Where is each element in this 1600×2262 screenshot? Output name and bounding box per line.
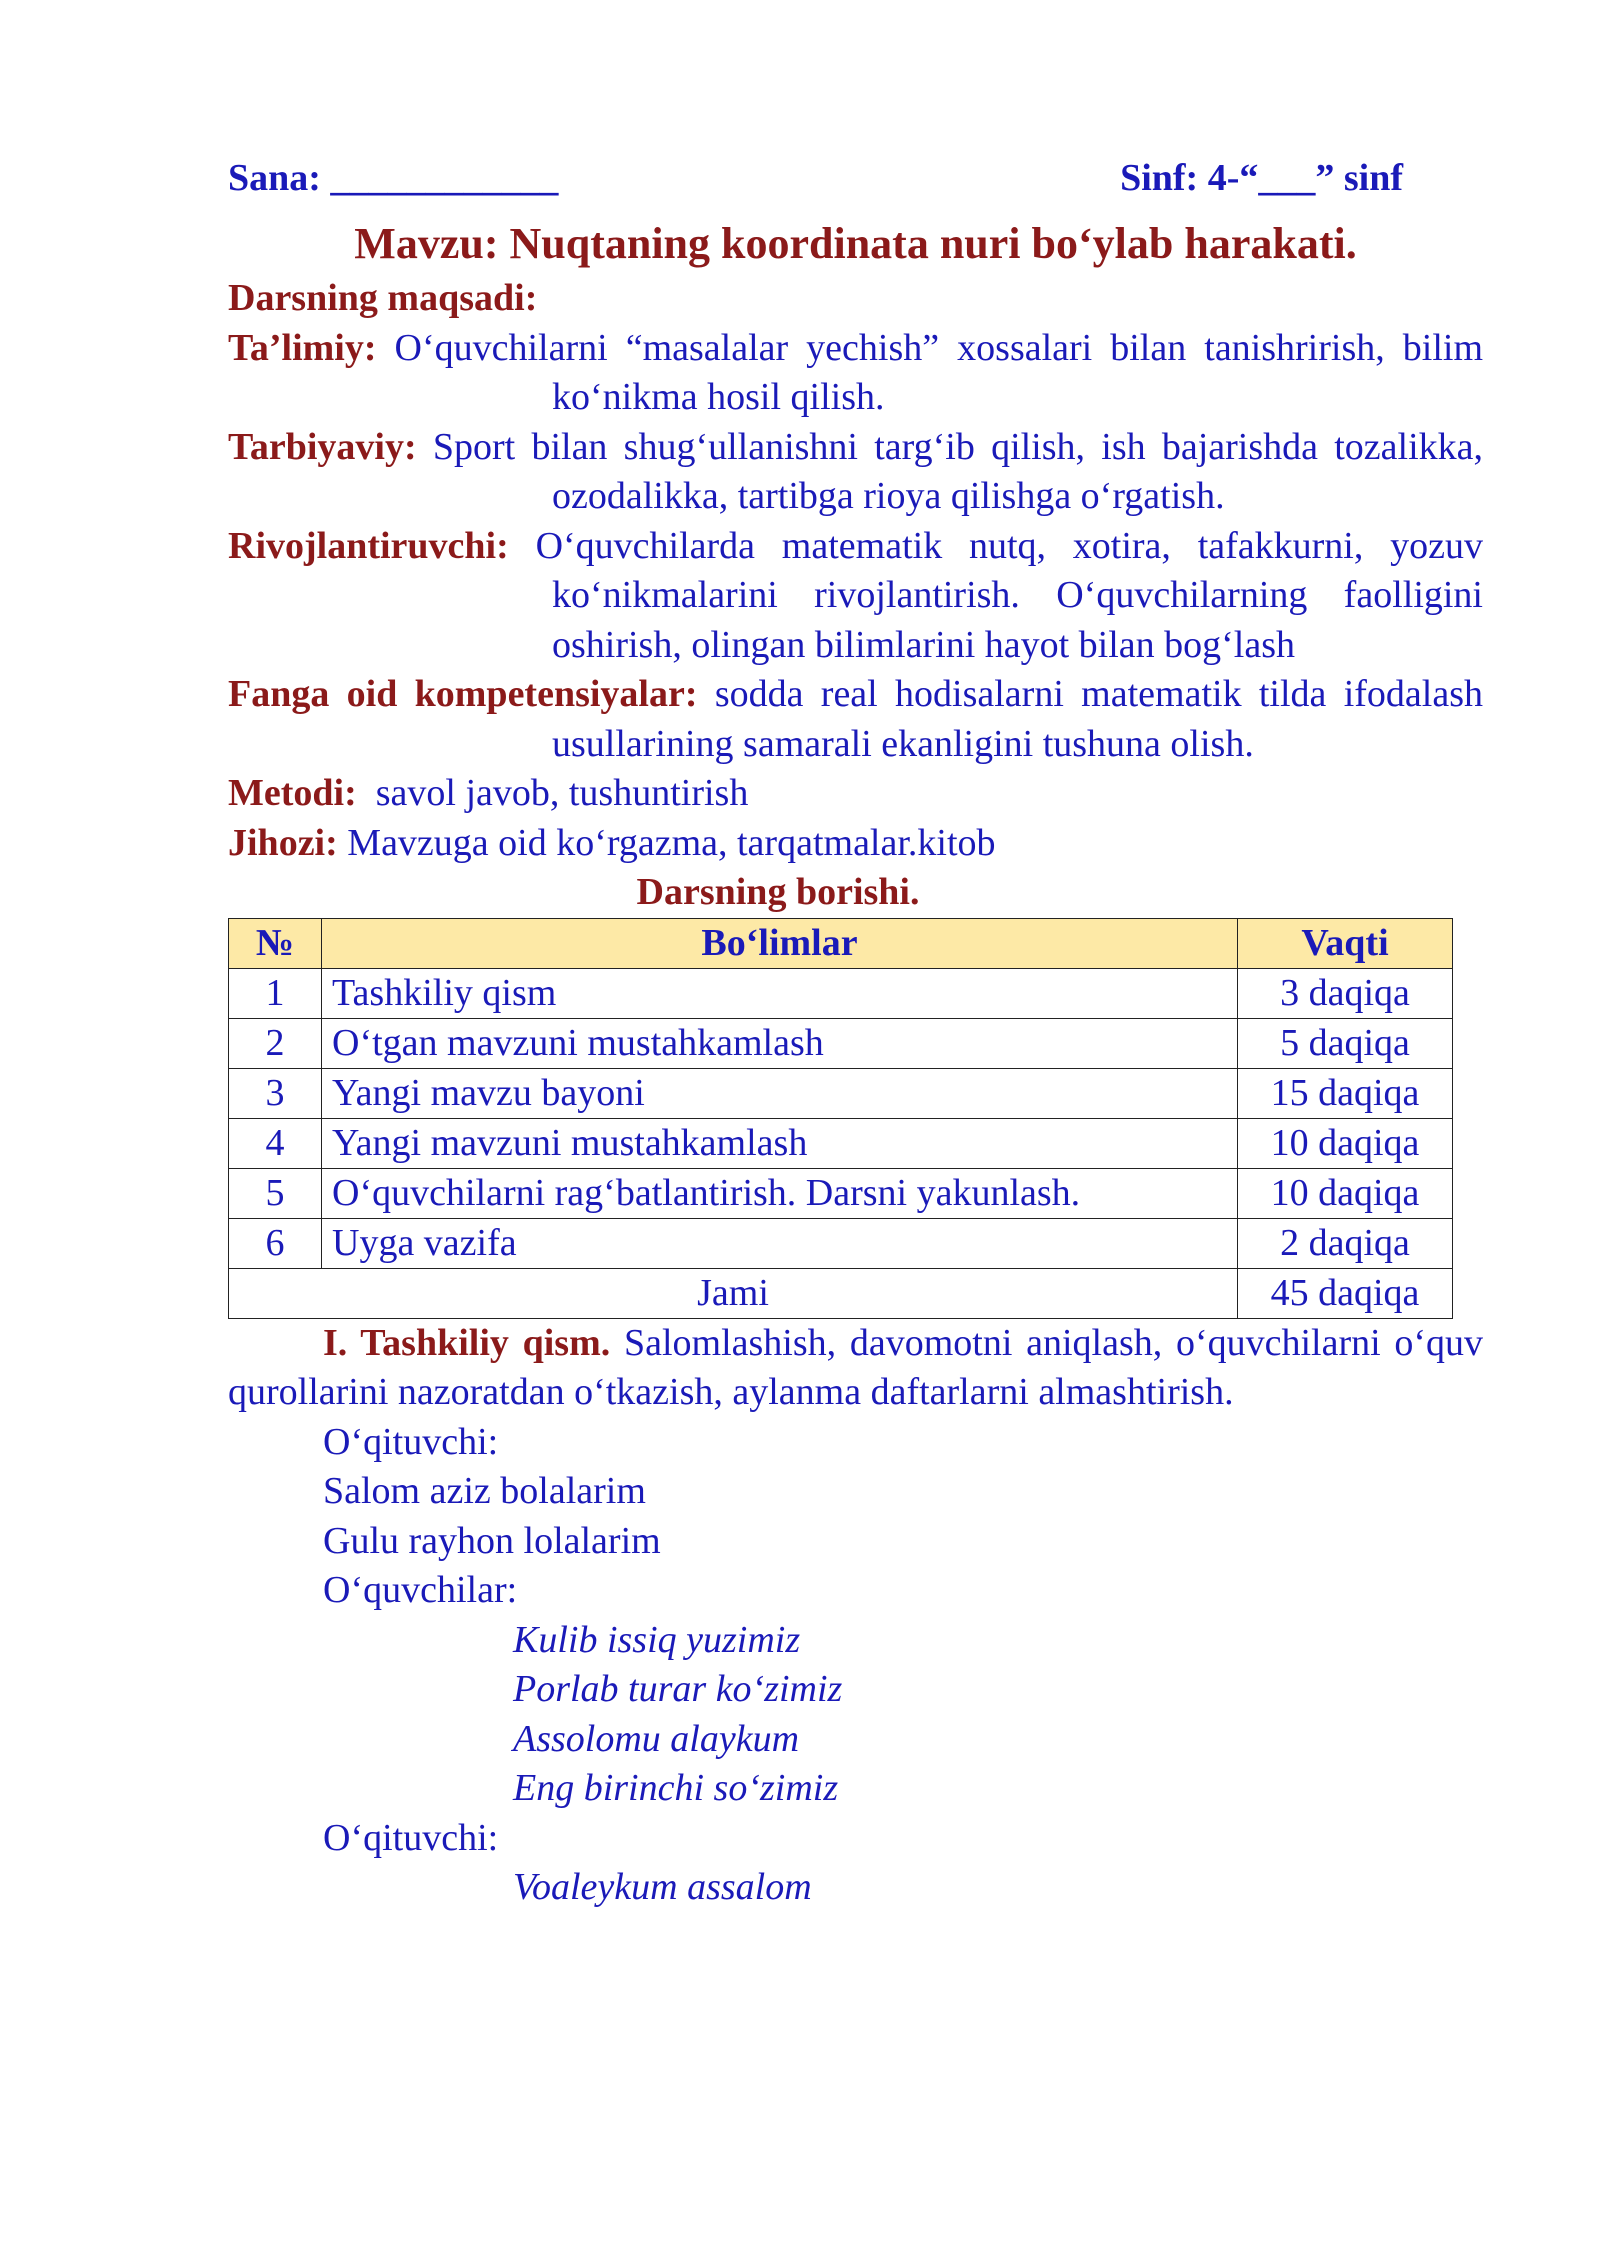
goal-talimiy-text: O‘quvchilarni “masalalar yechish” xossalari bilan tanishrirish, bilim ko‘nikma hosil qilish. (394, 326, 1483, 418)
table-row (229, 1118, 1453, 1168)
method-text: savol javob, tushuntirish (375, 772, 749, 814)
table-row (229, 1018, 1453, 1068)
table-header-row (229, 918, 1453, 968)
table-row (229, 1068, 1453, 1118)
table-row (229, 1168, 1453, 1218)
total-label: Jami (229, 1268, 1238, 1318)
total-time: 45 daqiqa (1238, 1268, 1453, 1318)
row-section: O‘quvchilarni rag‘batlantirish. Darsni yakunlash. (322, 1168, 1238, 1218)
lesson-plan-table (228, 918, 1453, 1319)
row-number: 3 (229, 1068, 322, 1118)
goal-kompetensiya-label: Fanga oid kompetensiyalar: (228, 673, 698, 715)
goal-rivojlantiruvchi (228, 522, 1483, 671)
lesson-flow-heading: Darsning borishi. (636, 871, 920, 913)
row-time: 10 daqiqa (1238, 1168, 1453, 1218)
method-line (228, 769, 1483, 819)
column-header-time: Vaqti (1238, 918, 1453, 968)
row-number: 4 (229, 1118, 322, 1168)
section1-text: Salomlashish, davomotni aniqlash, o‘quvchilarni o‘quv qurollarini nazoratdan o‘tkazish, aylanma daftarlarni almashtirish. (228, 1321, 1484, 1413)
section1-paragraph (228, 1319, 1483, 1418)
row-section: Tashkiliy qism (322, 968, 1238, 1018)
teacher-label-2: O‘qituvchi: (323, 1816, 499, 1859)
equipment-text: Mavzuga oid ko‘rgazma, tarqatmalar.kitob (347, 821, 996, 864)
row-number: 2 (229, 1018, 322, 1068)
row-section: O‘tgan mavzuni mustahkamlash (322, 1018, 1238, 1068)
goal-tarbiyaviy-label: Tarbiyaviy: (228, 425, 417, 468)
row-time: 2 daqiqa (1238, 1218, 1453, 1268)
student-verse-line: Assolomu alaykum (513, 1717, 800, 1760)
goal-talimiy (228, 324, 1483, 423)
student-verse-line: Kulib issiq yuzimiz (513, 1618, 801, 1661)
row-number: 6 (229, 1218, 322, 1268)
row-section: Yangi mavzuni mustahkamlash (322, 1118, 1238, 1168)
row-number: 1 (229, 968, 322, 1018)
class-field: Sinf: 4-“___” sinf (1120, 157, 1403, 199)
goal-kompetensiya (228, 670, 1483, 769)
method-label: Metodi: (228, 772, 357, 814)
teacher-label-1: O‘qituvchi: (323, 1420, 499, 1463)
goal-kompetensiya-text: sodda real hodisalarni matematik tilda ifodalash usullarining samarali ekanligini tushuna olish. (552, 673, 1484, 765)
row-time: 3 daqiqa (1238, 968, 1453, 1018)
lesson-plan-page (228, 150, 1483, 1913)
goals-heading: Darsning maqsadi: (228, 277, 538, 319)
lesson-topic-title: Mavzu: Nuqtaning koordinata nuri bo‘ylab harakati. (354, 219, 1357, 268)
row-section: Yangi mavzu bayoni (322, 1068, 1238, 1118)
table-total-row (229, 1268, 1453, 1318)
section1-heading: I. Tashkiliy qism. (323, 1321, 611, 1364)
date-field: Sana: ____________ (228, 157, 559, 199)
goal-rivojlantiruvchi-text: O‘quvchilarda matematik nutq, xotira, tafakkurni, yozuv ko‘nikmalarini rivojlantirish. O‘quvchilarning faolligini oshirish, olingan bilimlarini hayot bilan bog‘lash (535, 524, 1483, 666)
row-number: 5 (229, 1168, 322, 1218)
header-row (228, 150, 1403, 206)
row-section: Uyga vazifa (322, 1218, 1238, 1268)
column-header-number: № (229, 918, 322, 968)
table-row (229, 968, 1453, 1018)
students-label: O‘quvchilar: (323, 1569, 518, 1611)
equipment-line (228, 819, 1483, 869)
row-time: 10 daqiqa (1238, 1118, 1453, 1168)
teacher-line-2: Gulu rayhon lolalarim (323, 1519, 661, 1562)
teacher-reply: Voaleykum assalom (513, 1866, 812, 1908)
column-header-sections: Bo‘limlar (322, 918, 1238, 968)
goal-talimiy-label: Ta’limiy: (228, 326, 377, 369)
table-row (229, 1218, 1453, 1268)
row-time: 15 daqiqa (1238, 1068, 1453, 1118)
goal-rivojlantiruvchi-label: Rivojlantiruvchi: (228, 524, 509, 567)
goal-tarbiyaviy-text: Sport bilan shug‘ullanishni targ‘ib qilish, ish bajarishda tozalikka, ozodalikka, tartibga rioya qilishga o‘rgatish. (432, 425, 1483, 517)
row-time: 5 daqiqa (1238, 1018, 1453, 1068)
teacher-line-1: Salom aziz bolalarim (323, 1470, 646, 1512)
student-verse-line: Eng birinchi so‘zimiz (513, 1767, 839, 1809)
equipment-label: Jihozi: (228, 821, 338, 864)
goal-tarbiyaviy (228, 423, 1483, 522)
student-verse-line: Porlab turar ko‘zimiz (513, 1668, 843, 1710)
